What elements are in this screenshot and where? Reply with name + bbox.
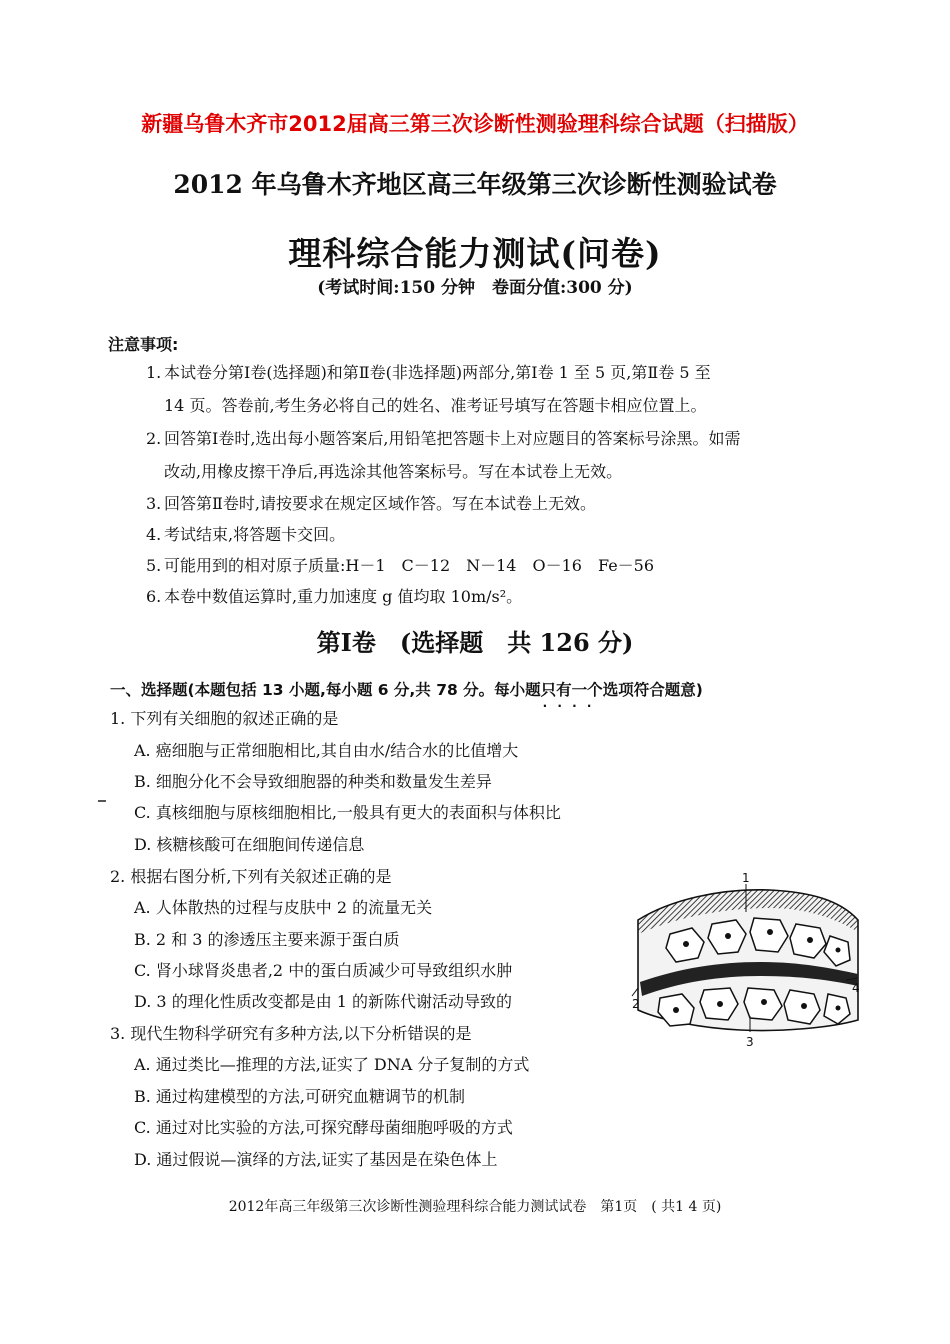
question-option: D. 核糖核酸可在细胞间传递信息 <box>134 835 365 854</box>
notice-text-cont: 14 页。答卷前,考生务必将自己的姓名、准考证号填写在答题卡相应位置上。 <box>164 396 707 415</box>
scan-mark <box>98 800 106 802</box>
part-heading <box>110 678 910 700</box>
question-option: C. 通过对比实验的方法,可探究酵母菌细胞呼吸的方式 <box>134 1118 513 1137</box>
notice-num: 3. <box>146 494 162 513</box>
notice-item <box>146 487 876 520</box>
tissue-diagram-svg <box>630 870 865 1050</box>
notice-text: 本卷中数值运算时,重力加速度 g 值均取 10m/s²。 <box>164 587 523 606</box>
exam-main-title: 理科综合能力测试(问卷) <box>288 234 662 273</box>
notice-text: 回答第Ⅱ卷时,请按要求在规定区域作答。写在本试卷上无效。 <box>164 494 596 513</box>
notice-item <box>146 356 876 422</box>
notice-item <box>146 518 876 551</box>
question-option: A. 通过类比—推理的方法,证实了 DNA 分子复制的方式 <box>134 1055 530 1074</box>
question-option: A. 人体散热的过程与皮肤中 2 的流量无关 <box>134 898 433 917</box>
figure-label-4: 4 <box>852 981 860 995</box>
question-option: B. 通过构建模型的方法,可研究血糖调节的机制 <box>134 1087 466 1106</box>
figure-label-3: 3 <box>746 1035 754 1049</box>
notice-num: 5. <box>146 556 162 575</box>
notice-text: 可能用到的相对原子质量:H－1 C－12 N－14 O－16 Fe－56 <box>164 556 655 575</box>
tissue-diagram <box>630 870 865 1050</box>
exam-time-info: (考试时间:150 分钟 卷面分值:300 分) <box>317 278 633 298</box>
exam-subtitle: 2012 年乌鲁木齐地区高三年级第三次诊断性测验试卷 <box>173 170 777 199</box>
part-heading-text-end: 选项符合题意) <box>602 681 703 699</box>
figure-label-1: 1 <box>742 871 750 885</box>
notice-num: 6. <box>146 587 162 606</box>
notice-text: 本试卷分第Ⅰ卷(选择题)和第Ⅱ卷(非选择题)两部分,第Ⅰ卷 1 至 5 页,第Ⅱ卷 5 至 <box>164 363 711 382</box>
notice-heading: 注意事项: <box>108 335 179 354</box>
notice-text: 考试结束,将答题卡交回。 <box>164 525 346 544</box>
notice-item <box>146 580 876 613</box>
notice-num: 1. <box>146 363 162 382</box>
page-footer: 2012年高三年级第三次诊断性测验理科综合能力测试试卷 第1页 ( 共1 4 页) <box>228 1199 722 1215</box>
question-stem: 2. 根据右图分析,下列有关叙述正确的是 <box>110 867 392 886</box>
notice-num: 2. <box>146 429 162 448</box>
notice-item <box>146 549 876 582</box>
question-stem: 3. 现代生物科学研究有多种方法,以下分析错误的是 <box>110 1024 472 1043</box>
document-title: 新疆乌鲁木齐市2012届高三第三次诊断性测验理科综合试题（扫描版） <box>141 112 809 136</box>
part-heading-emphasis: 只有一个 · · · · <box>541 681 603 699</box>
question-option: D. 3 的理化性质改变都是由 1 的新陈代谢活动导致的 <box>134 992 513 1011</box>
section-title: 第Ⅰ卷 (选择题 共 126 分) <box>316 628 634 657</box>
figure-label-2: 2 <box>632 997 640 1011</box>
question-option: A. 癌细胞与正常细胞相比,其自由水/结合水的比值增大 <box>134 741 519 760</box>
question-option: C. 真核细胞与原核细胞相比,一般具有更大的表面积与体积比 <box>134 803 561 822</box>
question-option: D. 通过假说—演绎的方法,证实了基因是在染色体上 <box>134 1150 498 1169</box>
question-option: B. 细胞分化不会导致细胞器的种类和数量发生差异 <box>134 772 492 791</box>
notice-text-cont: 改动,用橡皮擦干净后,再选涂其他答案标号。写在本试卷上无效。 <box>164 462 623 481</box>
notice-text: 回答第Ⅰ卷时,选出每小题答案后,用铅笔把答题卡上对应题目的答案标号涂黑。如需 <box>164 429 741 448</box>
part-heading-text: 一、选择题(本题包括 13 小题,每小题 6 分,共 78 分。每小题 <box>110 681 541 699</box>
question-stem: 1. 下列有关细胞的叙述正确的是 <box>110 709 339 728</box>
notice-item <box>146 422 876 488</box>
question-option: C. 肾小球肾炎患者,2 中的蛋白质减少可导致组织水肿 <box>134 961 513 980</box>
question-option: B. 2 和 3 的渗透压主要来源于蛋白质 <box>134 930 400 949</box>
notice-num: 4. <box>146 525 162 544</box>
